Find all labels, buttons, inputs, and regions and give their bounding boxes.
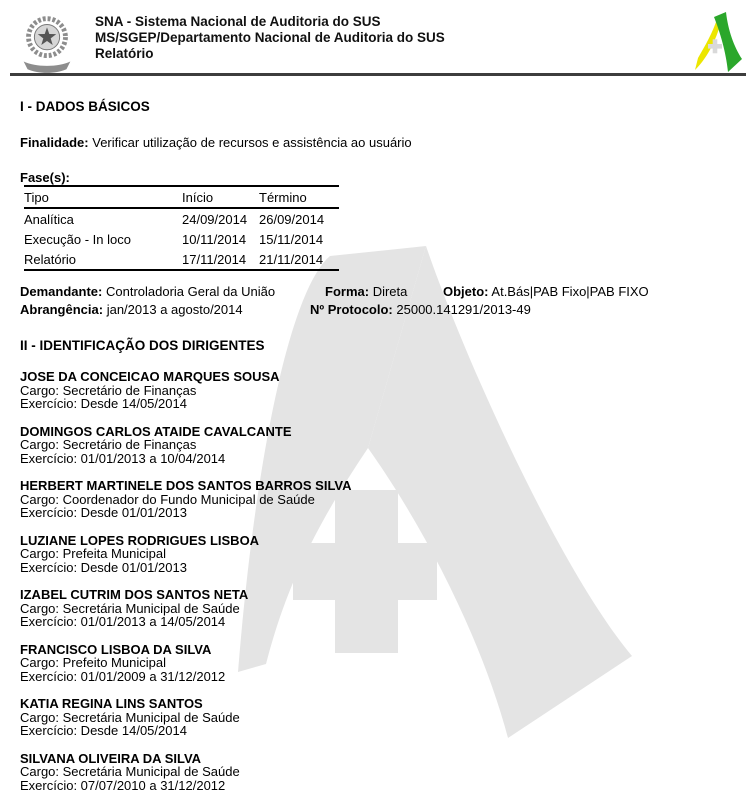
table-row [24, 229, 339, 249]
fases-table [24, 185, 339, 271]
demandante-value: Controladoria Geral da União [105, 284, 276, 299]
header-divider [10, 73, 746, 76]
forma-field [325, 284, 407, 299]
header-line-2: MS/SGEP/Departamento Nacional de Auditoria do SUS [95, 30, 445, 45]
abrangencia-field [20, 302, 243, 317]
section1-title: I - DADOS BÁSICOS [20, 99, 150, 114]
fases-label: Fase(s): [20, 170, 70, 185]
dirigente-cargo: Cargo: Secretária Municipal de Saúde [20, 709, 240, 725]
dirigente-name: HERBERT MARTINELE DOS SANTOS BARROS SILVA [20, 478, 352, 493]
dirigente-name: JOSE DA CONCEICAO MARQUES SOUSA [20, 369, 280, 384]
finalidade-label: Finalidade: [20, 135, 89, 150]
dirigente-exercicio: Exercício: Desde 14/05/2014 [20, 723, 187, 738]
dirigente-entry [20, 479, 726, 520]
fase-inicio: 24/09/2014 [182, 212, 248, 227]
fases-col-inicio: Início [182, 190, 214, 205]
protocolo-value: 25000.141291/2013-49 [396, 302, 531, 317]
dirigente-name: IZABEL CUTRIM DOS SANTOS NETA [20, 587, 249, 602]
objeto-value: At.Bás|PAB Fixo|PAB FIXO [491, 284, 649, 299]
dirigente-name: DOMINGOS CARLOS ATAIDE CAVALCANTE [20, 423, 292, 439]
report-body [20, 76, 726, 806]
fases-header-row [24, 186, 339, 208]
meta-row-2 [20, 302, 726, 320]
fase-termino: 26/09/2014 [259, 212, 325, 227]
dirigente-exercicio: Exercício: Desde 01/01/2013 [20, 559, 187, 575]
dirigente-entry [20, 370, 726, 411]
demandante-field [20, 284, 275, 299]
dirigente-entry [20, 697, 726, 738]
dirigente-cargo: Cargo: Secretário de Finanças [20, 437, 197, 452]
dirigente-cargo: Cargo: Secretária Municipal de Saúde [20, 600, 240, 616]
objeto-label: Objeto: [443, 284, 489, 299]
dirigente-exercicio: Exercício: Desde 14/05/2014 [20, 396, 187, 411]
dirigente-name: LUZIANE LOPES RODRIGUES LISBOA [20, 532, 260, 548]
dirigentes-list [20, 370, 726, 792]
dirigente-cargo: Cargo: Secretária Municipal de Saúde [20, 764, 240, 779]
dirigente-entry [20, 643, 726, 684]
dirigente-exercicio: Exercício: 01/01/2013 a 14/05/2014 [20, 614, 226, 629]
protocolo-field [310, 302, 531, 317]
forma-label: Forma: [325, 284, 370, 299]
fase-termino: 21/11/2014 [259, 252, 324, 267]
demandante-label: Demandante: [20, 284, 103, 299]
finalidade-line [20, 135, 726, 150]
table-row [24, 249, 339, 270]
finalidade-value: Verificar utilização de recursos e assistência ao usuário [92, 135, 412, 150]
fases-col-termino: Término [259, 190, 307, 205]
dirigente-name: FRANCISCO LISBOA DA SILVA [20, 641, 212, 657]
header-line-3: Relatório [95, 46, 154, 61]
section2-title: II - IDENTIFICAÇÃO DOS DIRIGENTES [20, 338, 265, 353]
fase-inicio: 17/11/2014 [182, 252, 247, 267]
dirigente-cargo: Cargo: Prefeita Municipal [20, 546, 166, 561]
dirigente-cargo: Cargo: Secretário de Finanças [20, 382, 197, 398]
brazil-coat-of-arms-icon [15, 7, 79, 77]
report-header [0, 0, 746, 76]
fase-inicio: 10/11/2014 [182, 232, 247, 247]
fase-tipo: Relatório [24, 252, 77, 267]
table-row [24, 208, 339, 229]
dirigente-entry [20, 588, 726, 629]
dirigente-exercicio: Exercício: 01/01/2009 a 31/12/2012 [20, 668, 226, 684]
dirigente-exercicio: Exercício: Desde 01/01/2013 [20, 505, 187, 520]
fases-col-tipo: Tipo [24, 190, 49, 205]
header-title-block [95, 14, 445, 62]
dirigente-exercicio: Exercício: 07/07/2010 a 31/12/2012 [20, 777, 226, 793]
fase-tipo: Analítica [24, 212, 74, 227]
fase-termino: 15/11/2014 [259, 232, 324, 247]
meta-row-1 [20, 284, 726, 302]
fase-tipo: Execução - In loco [24, 232, 131, 247]
objeto-field [443, 284, 649, 299]
header-line-1: SNA - Sistema Nacional de Auditoria do SUS [95, 14, 381, 29]
denasus-logo-icon [693, 12, 743, 74]
forma-value: Direta [372, 284, 408, 299]
protocolo-label: Nº Protocolo: [310, 302, 393, 317]
dirigente-cargo: Cargo: Coordenador do Fundo Municipal de Saúde [20, 491, 315, 507]
dirigente-entry [20, 752, 726, 793]
dirigente-entry [20, 425, 726, 466]
abrangencia-value: jan/2013 a agosto/2014 [106, 302, 243, 317]
dirigente-cargo: Cargo: Prefeito Municipal [20, 655, 166, 670]
dirigente-entry [20, 534, 726, 575]
dirigente-exercicio: Exercício: 01/01/2013 a 10/04/2014 [20, 450, 226, 466]
abrangencia-label: Abrangência: [20, 302, 104, 317]
dirigente-name: KATIA REGINA LINS SANTOS [20, 696, 203, 711]
dirigente-name: SILVANA OLIVEIRA DA SILVA [20, 750, 202, 766]
